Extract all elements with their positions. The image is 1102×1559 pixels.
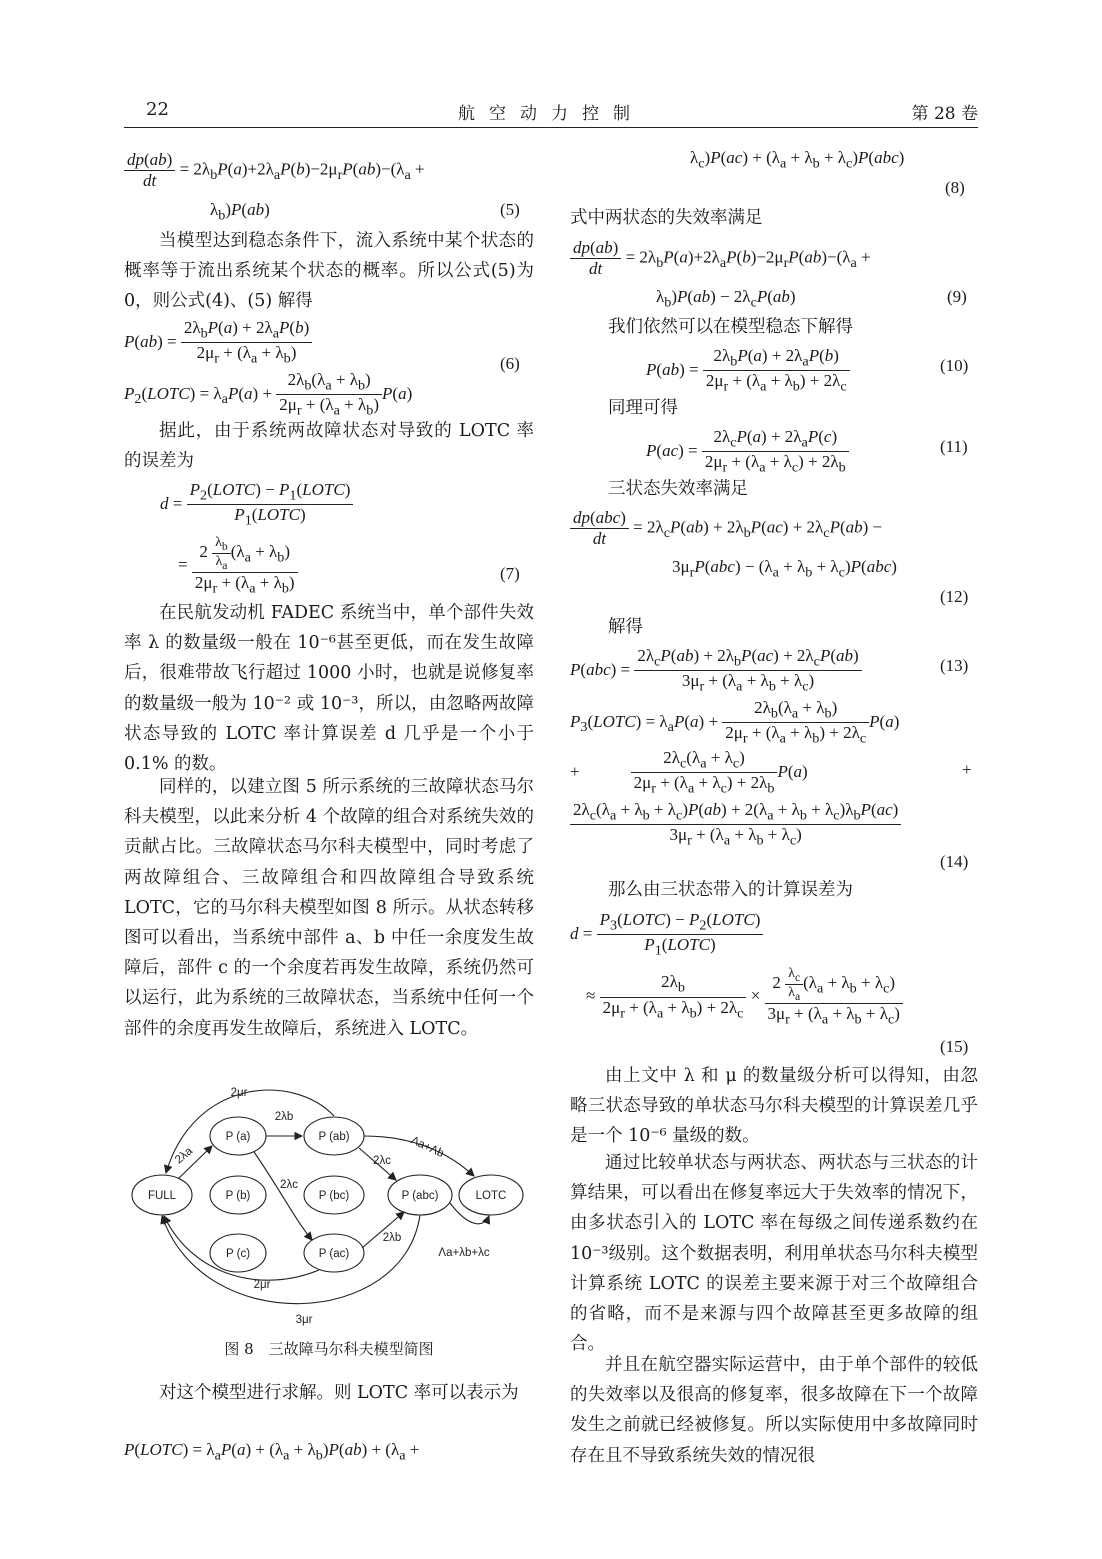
markov-diagram [124, 1078, 534, 1333]
paragraph-three-fault-model: 同样的，以建立图 5 所示系统的三故障状态马尔科夫模型，以此来分析 4 个故障的组合对系统失效的贡献占比。三故障状态马尔科夫模型中，同时考虑了两故障组合、三故障组合和四故障组合导致系统 LOTC，它的马尔科夫模型如图 8 所示。从状态转移图可以看出，当系统中部件 a、b 中任一余度发生故障后，部件 c 的一个余度若再发生故障，系统仍然可以运行，此为系统的三故障状态，当系统中任何一个部件的余度再发生故障后，系统进入 LOTC。 [124, 777, 534, 1039]
equation-14-line3: $\frac{2\lambda_c(\lambda_a + \lambda_b + \lambda_c)P(ab) + 2(\lambda_a + \lambda_b + \lambda_c)\lambda_bP(ac)}{3\mu_r + (\lambda_a + \lambda_b + \lambda_c)}$ [570, 800, 901, 850]
equation-7-number: (7) [500, 564, 520, 583]
equation-10: P(ab) = $\frac{2\lambda_bP(a) + 2\lambda_aP(b)}{2\mu_r + (\lambda_a + \lambda_b) + 2\lambda_c}$ [646, 346, 850, 396]
equation-6-line1: P(ab) = $\frac{2\lambda_bP(a) + 2\lambda_aP(b)}{2\mu_r + (\lambda_a + \lambda_b)}$ [124, 318, 312, 368]
label-2la: 2λa [173, 1145, 196, 1167]
equation-15-line2: ≈ $\frac{2\lambda_b}{2\mu_r + (\lambda_a + \lambda_b) + 2\lambda_c}$ × 2 $\frac{\lambda_c}{\lambda_a}$ $(\lambda_a + \lambda_b + \lambda_c)$ $3\mu_r + (\lambda_a + \lambda_b + \lambda_c)$ [586, 966, 903, 1028]
label-2lb: 2λb [274, 1111, 294, 1123]
paragraph-solve: 对这个模型进行求解。则 LOTC 率可以表示为 [159, 1383, 519, 1403]
equation-9-number: (9) [947, 287, 967, 306]
page-number: 22 [146, 99, 169, 120]
label-pabc: P (abc) [401, 1190, 439, 1202]
equation-11-number: (11) [940, 437, 968, 456]
equation-12-line2: $3\mu_rP(abc) - (\lambda_a + \lambda_b + \lambda_c)P(abc)$ [672, 557, 897, 581]
line-similarly: 同理可得 [608, 398, 678, 418]
figure-caption: 图 8 三故障马尔科夫模型简图 [224, 1340, 434, 1358]
paragraph-steady-state: 当模型达到稳态条件下，流入系统中某个状态的概率等于流出系统某个状态的概率。所以公式(5)为 0，则公式(4)、(5) 解得 [124, 231, 534, 312]
equation-15-line1: d = $\frac{P_3(LOTC) - P_2(LOTC)}{P_1(LOTC)}$ [570, 910, 763, 960]
page-header [124, 95, 978, 128]
equation-7-line1: d = $\frac{P_2(LOTC) - P_1(LOTC)}{P_1(LOTC)}$ [160, 480, 353, 530]
paragraph-operations: 并且在航空器实际运营中，由于单个部件的较低的失效率以及很高的修复率，很多故障在下一个故障发生之前就已经被修复。所以实际使用中多故障同时存在且不导致系统失效的情况很 [570, 1355, 978, 1466]
equation-8-number: (8) [945, 178, 965, 197]
equation-7-line2: = 2 $\frac{\lambda_b}{\lambda_a}$ $(\lambda_a + \lambda_b)$ $2\mu_r + (\lambda_a + \lambda_b)$ [178, 535, 298, 597]
equation-5-number: (5) [500, 200, 520, 219]
label-lotc: LOTC [475, 1190, 507, 1202]
equation-14-line1: $P_3(LOTC) = \lambda_aP(a)$ + $\frac{2\lambda_b(\lambda_a + \lambda_b)}{2\mu_r + (\lambda_a + \lambda_b) + 2\lambda_c}$ P(a) [570, 698, 900, 747]
label-pb: P (b) [225, 1190, 251, 1202]
arrow-pa-pac [254, 1152, 312, 1240]
equation-12-number: (12) [940, 587, 969, 606]
label-2lb-low: 2λb [382, 1232, 402, 1244]
line-three-state-error: 那么由三状态带入的计算误差为 [608, 880, 853, 900]
equation-9-line2: $\lambda_b)P(ab) - 2\lambda_cP(ab)$ [656, 287, 796, 311]
equation-5-line2: $\lambda_b)P(ab)$ [210, 200, 270, 224]
equation-14-number: (14) [940, 852, 969, 871]
equation-6-number: (6) [500, 354, 520, 373]
equation-11: P(ac) = $\frac{2\lambda_cP(a) + 2\lambda_aP(c)}{2\mu_r + (\lambda_a + \lambda_c) + 2\lambda_b}$ [646, 427, 849, 477]
volume-label: 第 28 卷 [911, 104, 978, 124]
label-pab: P (ab) [318, 1131, 350, 1143]
label-pac: P (ac) [318, 1248, 350, 1260]
journal-title: 航空动力控制 [458, 104, 644, 124]
label-2lc-mid: 2λc [280, 1179, 298, 1191]
label-pbc: P (bc) [318, 1190, 350, 1202]
label-la-lb: Λa+Λb [408, 1134, 446, 1161]
label-full: FULL [147, 1190, 177, 1202]
equation-8-line1: P(LOTC) = $\lambda_aP(a) + (\lambda_a + \lambda_b)P(ab) + (\lambda_a$ + [124, 1440, 420, 1464]
equation-5-line1: $\frac{dp(ab)}{dt}$ = $2\lambda_bP(a)+2\lambda_aP(b)-2\mu_rP(ab)-(\lambda_a$ + [124, 150, 425, 191]
label-sum3: Λa+λb+λc [438, 1247, 490, 1259]
equation-10-number: (10) [940, 356, 969, 375]
equation-12-line1: $\frac{\text{dp(abc)}}{dt}$ = $2\lambda_cP(ab) + 2\lambda_bP(ac) + 2\lambda_cP(ab)$ − [570, 508, 882, 549]
line-solution: 解得 [608, 617, 643, 637]
label-2lc: 2λc [373, 1155, 391, 1167]
equation-14-line2: + $\frac{2\lambda_c(\lambda_a + \lambda_c)}{2\mu_r + (\lambda_a + \lambda_c) + 2\lambda_b}$ P(a) [570, 748, 808, 797]
label-mu3: 3μr [295, 1314, 313, 1326]
equation-8-line2: $\lambda_c)P(ac) + (\lambda_a + \lambda_b + \lambda_c)P(abc)$ [690, 148, 905, 172]
equation-15-number: (15) [940, 1037, 969, 1056]
equation-9-line1: $\frac{dp(ab)}{dt}$ = $2\lambda_bP(a)+2\lambda_aP(b)-2\mu_rP(ab)-(\lambda_a$ + [570, 238, 871, 279]
line-steady-solve: 我们依然可以在模型稳态下解得 [608, 317, 853, 337]
paragraph-magnitude: 由上文中 λ 和 μ 的数量级分析可以得知，由忽略三状态导致的单状态马尔科夫模型的计算误差几乎是一个 10⁻⁶ 量级的数。 [570, 1066, 978, 1147]
line-two-state-intro: 式中两状态的失效率满足 [570, 208, 763, 228]
arrow-pabc-lotc [450, 1203, 489, 1224]
equation-14-plus: + [962, 760, 972, 779]
line-three-state-intro: 三状态失效率满足 [608, 479, 748, 499]
label-pa: P (a) [225, 1131, 251, 1143]
label-pc: P (c) [225, 1248, 251, 1260]
paragraph-comparison: 通过比较单状态与两状态、两状态与三状态的计算结果，可以看出在修复率远大于失效率的情况下，由多状态引入的 LOTC 率在每级之间传递系数约在 10⁻³级别。这个数据表明，利用单状态马尔科夫模型计算系统 LOTC 的误差主要来源于对三个故障组合的省略，而不是来源与四个故障甚至更多故障的组合。 [570, 1153, 978, 1355]
equation-13: P(abc) = $\frac{2\lambda_cP(ab) + 2\lambda_bP(ac) + 2\lambda_cP(ab)}{3\mu_r + (\lambda_a + \lambda_b + \lambda_c)}$ [570, 646, 862, 696]
paragraph-error-intro: 据此，由于系统两故障状态对导致的 LOTC 率的误差为 [124, 421, 534, 472]
label-mu2-top: 2μr [230, 1087, 248, 1099]
equation-13-number: (13) [940, 656, 969, 675]
label-mu2-low: 2μr [253, 1279, 271, 1291]
equation-6-line2: $P_2(LOTC) = \lambda_aP(a)$ + $\frac{2\lambda_b(\lambda_a + \lambda_b)}{2\mu_r + (\lambda_a + \lambda_b)}$ P(a) [124, 370, 413, 419]
paragraph-fadec: 在民航发动机 FADEC 系统当中，单个部件失效率 λ 的数量级一般在 10⁻⁶甚至更低，而在发生故障后，很难带故飞行超过 1000 小时，也就是说修复率的数量级一般为 10⁻² 或 10⁻³，所以，由忽略两故障状态导致的 LOTC 率计算误差 d 几乎是一个小于 0.1% 的数。 [124, 603, 534, 775]
